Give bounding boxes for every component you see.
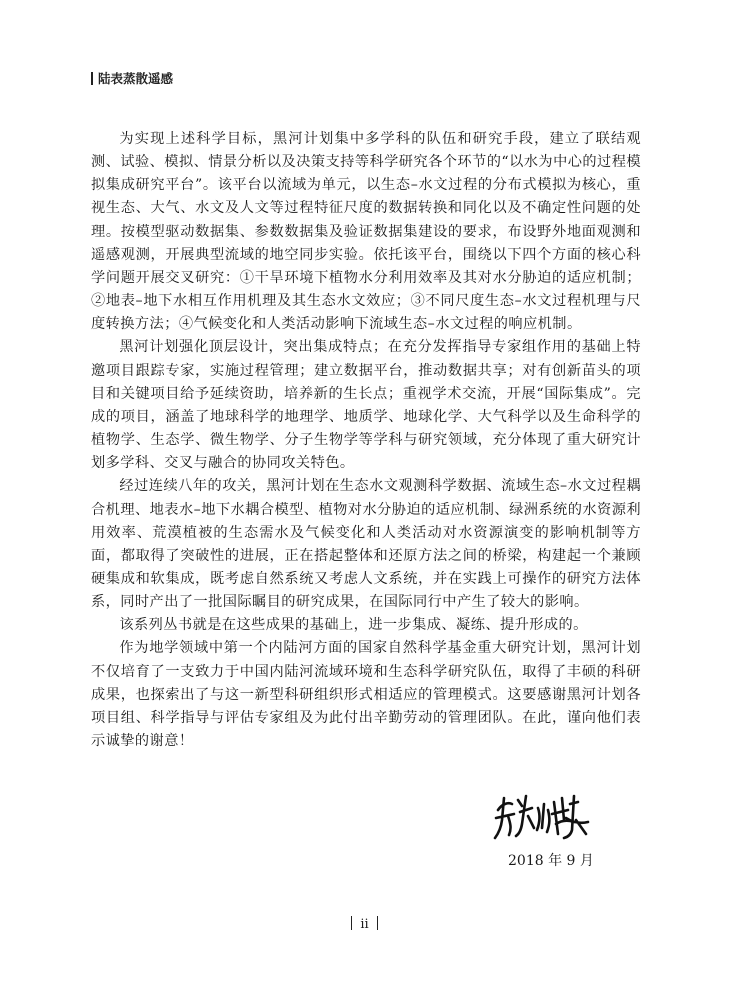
preface-body: [91, 128, 641, 753]
running-title: 陆表蒸散遥感: [98, 71, 174, 86]
paragraph-3: 经过连续八年的攻关，黑河计划在生态水文观测科学数据、流域生态–水文过程耦合机理、地表水–地下水耦合模型、植物对水分胁迫的适应机制、绿洲系统的水资源利用效率、荒漠植被的生态需水及气候变化和人类活动对水资源演变的影响机制等方面，都取得了突破性的进展，正在搭起整体和还原方法之间的桥梁，构建起一个兼顾硬集成和软集成，既考虑自然系统又考虑人文系统，并在实践上可操作的研究方法体系，同时产出了一批国际瞩目的研究成果，在国际同行中产生了较大的影响。: [91, 478, 641, 611]
folio-rule-right: [377, 916, 379, 930]
running-header: [91, 70, 173, 88]
header-rule: [91, 72, 93, 85]
paragraph-5: 作为地学领域中第一个内陆河方面的国家自然科学基金重大研究计划，黑河计划不仅培育了一支致力于中国内陆河流域环境和生态科学研究队伍，取得了丰硕的科研成果，也探索出了与这一新型科研组织形式相适应的管理模式。这要感谢黑河计划各项目组、科学指导与评估专家组及为此付出辛勤劳动的管理团队。在此，谨向他们表示诚挚的谢意！: [91, 640, 641, 750]
page-footer: [0, 916, 729, 934]
folio-rule-left: [351, 916, 353, 930]
closing-date: 2018 年 9 月: [508, 853, 594, 869]
paragraph-4: 该系列丛书就是在这些成果的基础上，进一步集成、凝练、提升形成的。: [119, 617, 588, 634]
paragraph-1: 为实现上述科学目标，黑河计划集中多学科的队伍和研究手段，建立了联结观测、试验、模拟、情景分析以及决策支持等科学研究各个环节的“以水为中心的过程模拟集成研究平台”。该平台以流域为单元，以生态–水文过程的分布式模拟为核心，重视生态、大气、水文及人文等过程特征尺度的数据转换和同化以及不确定性问题的处理。按模型驱动数据集、参数数据集及验证数据集建设的要求，布设野外地面观测和遥感观测，开展典型流域的地空同步实验。依托该平台，围绕以下四个方面的核心科学问题开展交叉研究：①干旱环境下植物水分利用效率及其对水分胁迫的适应机制；②地表–地下水相互作用机理及其生态水文效应；③不同尺度生态–水文过程机理与尺度转换方法；④气候变化和人类活动影响下流域生态–水文过程的响应机制。: [91, 131, 641, 333]
page-number: ii: [360, 917, 369, 932]
handwritten-signature: [492, 790, 592, 842]
paragraph-2: 黑河计划强化顶层设计，突出集成特点；在充分发挥指导专家组作用的基础上特邀项目跟踪专家，实施过程管理；建立数据平台，推动数据共享；对有创新苗头的项目和关键项目给予延续资助，培养新的生长点；重视学术交流，开展“国际集成”。完成的项目，涵盖了地球科学的地理学、地质学、地球化学、大气科学以及生命科学的植物学、生态学、微生物学、分子生物学等学科与研究领域，充分体现了重大研究计划多学科、交叉与融合的协同攻关特色。: [91, 339, 641, 472]
